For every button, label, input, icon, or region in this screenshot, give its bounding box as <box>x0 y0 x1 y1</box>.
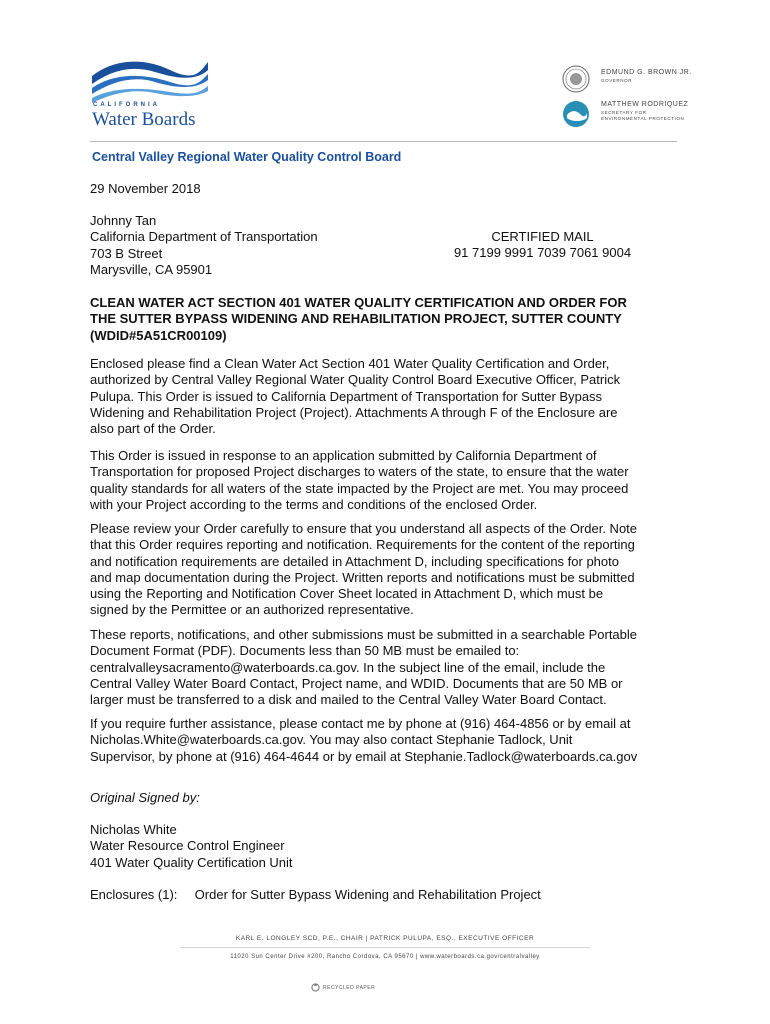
letter-date: 29 November 2018 <box>90 181 201 196</box>
paragraph-line: also part of the Order. <box>90 421 216 437</box>
paragraph-line: Enclosed please find a Clean Water Act Section 401 Water Quality Certification and Order, <box>90 356 610 371</box>
recycled-paper-note: RECYCLED PAPER <box>323 985 376 991</box>
footer-officers: KARL E. LONGLEY SCD, P.E., CHAIR | PATRICK PULUPA, ESQ., EXECUTIVE OFFICER <box>235 935 535 942</box>
paragraph-line: Pulupa. This Order is issued to California Department of Transportation for Sutter Bypass <box>90 388 603 404</box>
paragraph-line: Transportation for proposed Project discharges to waters of the state, to ensure that the water <box>90 464 629 480</box>
footer-address: 11020 Sun Center Drive #200, Rancho Cordova, CA 95670 | www.waterboards.ca.gov/centralvalley <box>230 954 540 960</box>
signature-block <box>90 822 293 871</box>
header-divider <box>90 141 677 142</box>
mail-type: CERTIFIED MAIL <box>491 229 594 244</box>
recipient-address <box>90 213 318 278</box>
body-paragraph-5 <box>90 716 680 765</box>
signed-note: Original Signed by: <box>90 790 200 805</box>
paragraph-line: Supervisor, by phone at (916) 464-4644 or by email at Stephanie.Tadlock@waterboards.ca.gov <box>90 748 638 764</box>
recipient-city: Marysville, CA 95901 <box>90 261 213 277</box>
subject-line-1: CLEAN WATER ACT SECTION 401 WATER QUALITY CERTIFICATION AND ORDER FOR <box>90 295 627 310</box>
enclosures-label: Enclosures (1): <box>90 887 178 902</box>
recipient-org: California Department of Transportation <box>90 229 318 245</box>
signer-name: Nicholas White <box>90 822 177 837</box>
paragraph-line: If you require further assistance, please contact me by phone at (916) 464-4856 or by email at <box>90 716 631 731</box>
footer-divider <box>180 947 590 948</box>
paragraph-line: centralvalleysacramento@waterboards.ca.gov. In the subject line of the email, include the <box>90 659 606 675</box>
subject-line-3: (WDID#5A51CR00109) <box>90 327 227 343</box>
paragraph-line: Central Valley Water Board Contact, Project name, and WDID. Documents that are 50 MB or <box>90 675 623 691</box>
governor-name: EDMUND G. BROWN JR. <box>601 69 692 76</box>
paragraph-line: signed by the Permittee or an authorized representative. <box>90 602 414 618</box>
body-paragraph-1 <box>90 356 680 437</box>
recipient-name: Johnny Tan <box>90 213 157 228</box>
paragraph-line: Please review your Order carefully to ensure that you understand all aspects of the Order. Note <box>90 521 638 536</box>
paragraph-line: authorized by Central Valley Regional Water Quality Control Board Executive Officer, Patrick <box>90 372 621 388</box>
paragraph-line: using the Reporting and Notification Cover Sheet located in Attachment D, which must be <box>90 586 604 602</box>
water-boards-logo-waves <box>90 60 210 104</box>
logo-name-text: Water Boards <box>92 109 196 130</box>
paragraph-line: quality standards for all waters of the state impacted by the Project are met. You may proceed <box>90 480 629 496</box>
paragraph-line: Nicholas.White@waterboards.ca.gov. You may also contact Stephanie Tadlock, Unit <box>90 732 573 748</box>
paragraph-line: larger must be transferred to a disk and mailed to the Central Valley Water Board Contact. <box>90 692 607 708</box>
calepa-seal-icon <box>562 100 590 128</box>
recycle-icon <box>311 983 320 992</box>
paragraph-line: These reports, notifications, and other submissions must be submitted in a searchable Portable <box>90 627 638 642</box>
subject-line <box>90 295 627 344</box>
enclosures-text: Order for Sutter Bypass Widening and Rehabilitation Project <box>194 887 541 902</box>
paragraph-line: and notification requirements are detailed in Attachment D, including specifications for photo <box>90 553 619 569</box>
paragraph-line: with your Project according to the terms and conditions of the enclosed Order. <box>90 496 538 512</box>
enclosures <box>90 887 541 903</box>
paragraph-line: that this Order requires reporting and notification. Requirements for the content of the reporting <box>90 537 635 553</box>
logo-state-text: CALIFORNIA <box>93 102 160 108</box>
signer-unit: 401 Water Quality Certification Unit <box>90 854 293 870</box>
mail-number: 91 7199 9991 7039 7061 9004 <box>453 245 632 261</box>
body-paragraph-3 <box>90 521 680 619</box>
secretary-name: MATTHEW RODRIQUEZ <box>601 101 689 108</box>
governor-title: GOVERNOR <box>601 78 633 83</box>
mail-info <box>450 229 635 262</box>
board-name: Central Valley Regional Water Quality Control Board <box>92 150 402 164</box>
secretary-title: SECRETARY FOR ENVIRONMENTAL PROTECTION <box>601 110 685 121</box>
body-paragraph-4 <box>90 627 680 708</box>
state-seal-icon <box>562 65 590 93</box>
paragraph-line: Document Format (PDF). Documents less than 50 MB must be emailed to: <box>90 643 520 659</box>
paragraph-line: This Order is issued in response to an application submitted by California Department of <box>90 448 597 463</box>
paragraph-line: and map documentation during the Project. Written reports and notifications must be submitted <box>90 569 635 585</box>
body-paragraph-2 <box>90 448 680 513</box>
subject-line-2: THE SUTTER BYPASS WIDENING AND REHABILITATION PROJECT, SUTTER COUNTY <box>90 311 622 327</box>
signer-title: Water Resource Control Engineer <box>90 838 285 854</box>
paragraph-line: Widening and Rehabilitation Project (Project). Attachments A through F of the Enclosure are <box>90 404 618 420</box>
recipient-street: 703 B Street <box>90 245 163 261</box>
